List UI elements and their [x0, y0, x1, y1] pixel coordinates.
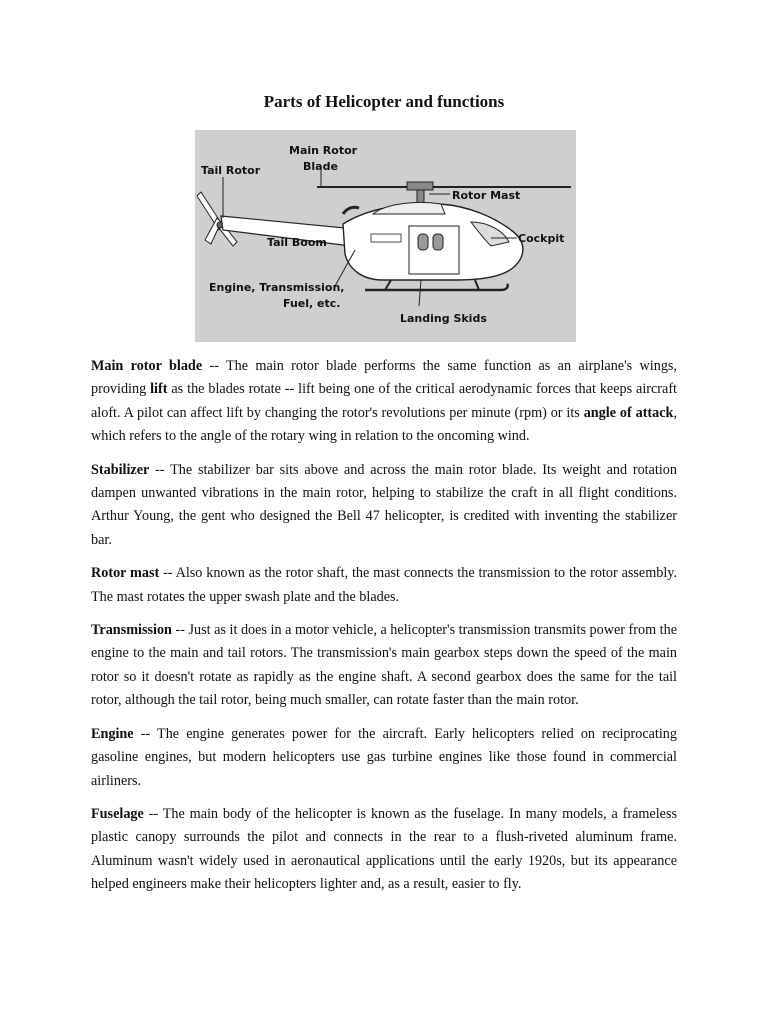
text-main-rotor-3: , which refers to the angle of the rotary wing in relation to the oncoming wind. — [91, 404, 677, 445]
label-main-rotor-blade-line2: Blade — [303, 160, 338, 173]
text-engine: -- The engine generates power for the aircraft. Early helicopters relied on reciprocating gasoline engines, but modern helicopters use gas turbine engines like those found in commercial airliners. — [91, 725, 677, 789]
page-title: Parts of Helicopter and functions — [263, 92, 505, 111]
label-landing-skids: Landing Skids — [400, 312, 487, 325]
term-rotor-mast: Rotor mast — [91, 565, 160, 582]
text-stabilizer: -- The stabilizer bar sits above and across the main rotor blade. Its weight and rotation dampen unwanted vibrations in the main rotor, helping to stabilize the craft in all flight conditions. Arthur Young, the gent who designed the Bell 47 helicopter, is credited with inventing the stabilizer bar. — [91, 461, 677, 548]
text-main-rotor-1: -- The main rotor blade performs the same function as an airplane's wings, providing — [91, 358, 677, 398]
label-rotor-mast: Rotor Mast — [452, 189, 521, 202]
term-main-rotor-blade: Main rotor blade — [91, 358, 203, 374]
text-transmission: -- Just as it does in a motor vehicle, a helicopter's transmission transmits power from the engine to the main and tail rotors. The transmission's main gearbox steps down the speed of the main rotor so it doesn't rotate as rapidly as the engine shaft. A second gearbox does the same for the tail rotor, although the tail rotor, being much smaller, can rotate faster than the main rotor. — [91, 622, 677, 709]
label-engine-line2: Fuel, etc. — [283, 297, 341, 310]
document-body — [91, 355, 677, 897]
term-stabilizer: Stabilizer — [91, 461, 150, 478]
section-engine — [91, 723, 677, 793]
term-transmission: Transmission — [91, 622, 172, 639]
text-fuselage: -- The main body of the helicopter is known as the fuselage. In many models, a frameless plastic canopy surrounds the pilot and connects in the rear to a flush-riveted aluminum frame. Aluminum wasn't widely used in aeronautical applications until the early 1920s, but its appearance helped engineers make their helicopters lighter and, as a result, easier to fly. — [91, 805, 677, 893]
label-cockpit: Cockpit — [518, 232, 565, 245]
section-stabilizer — [91, 459, 677, 553]
text-rotor-mast: -- Also known as the rotor shaft, the mast connects the transmission to the rotor assembly. The mast rotates the upper swash plate and the blades. — [91, 565, 678, 605]
cabin-window — [433, 234, 443, 250]
engine-cowling-shape — [373, 202, 445, 214]
rotor-hub — [407, 182, 433, 190]
label-engine-line1: Engine, Transmission, — [209, 281, 345, 294]
text-main-rotor-2: as the blades rotate -- lift being one of the critical aerodynamic forces that keeps aircraft aloft. A pilot can affect lift by changing the rotor's revolutions per minute (rpm) or its — [91, 381, 677, 421]
section-rotor-mast — [91, 562, 677, 609]
term-lift: lift — [150, 381, 168, 398]
exhaust-shape — [343, 207, 359, 214]
landing-skids-shape — [365, 280, 508, 290]
label-main-rotor-blade-line1: Main Rotor — [289, 144, 358, 157]
helicopter-diagram — [195, 130, 576, 342]
term-engine: Engine — [91, 725, 134, 742]
label-tail-rotor: Tail Rotor — [201, 164, 261, 177]
term-angle-of-attack: angle of attack — [583, 404, 674, 421]
section-main-rotor-blade — [91, 355, 677, 449]
helicopter-illustration — [195, 130, 576, 342]
label-tail-boom: Tail Boom — [267, 236, 327, 249]
section-fuselage — [91, 803, 677, 897]
term-fuselage: Fuselage — [91, 805, 144, 822]
section-transmission — [91, 619, 677, 713]
cabin-window — [418, 234, 428, 250]
